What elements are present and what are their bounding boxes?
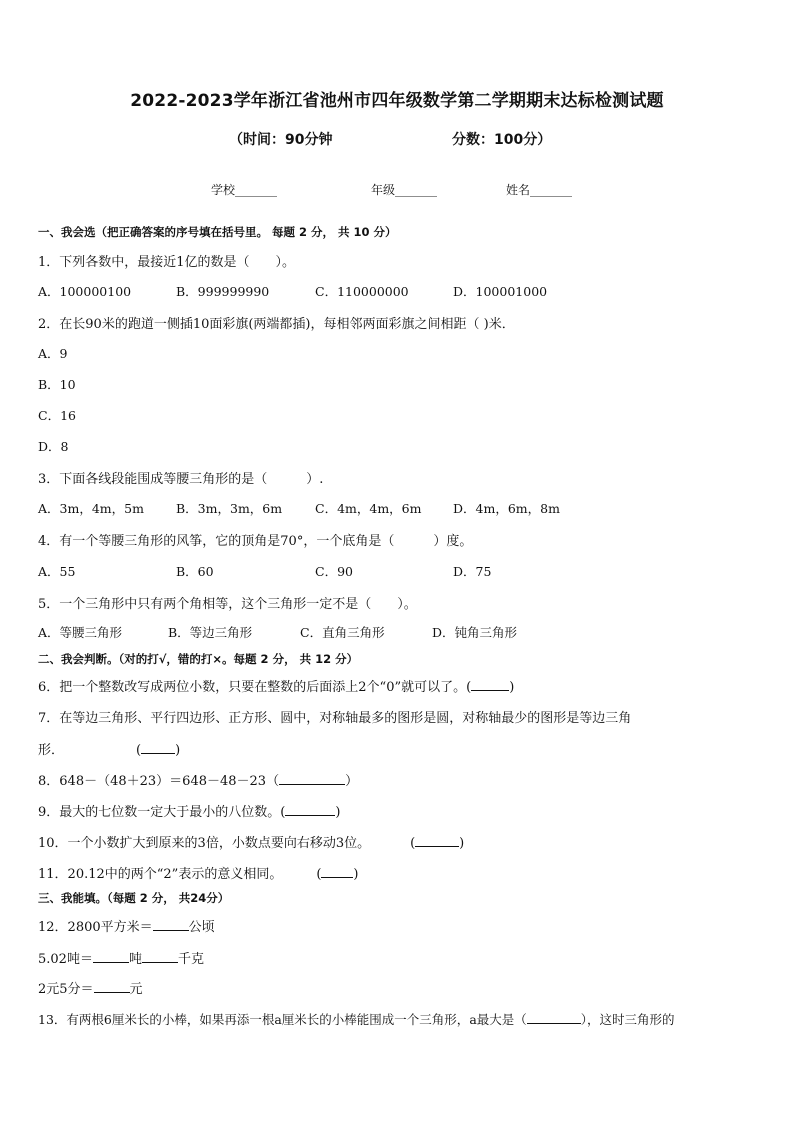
question-1: 1．下列各数中，最接近1亿的数是（ ）。 (38, 255, 296, 270)
question-2: 2．在长90米的跑道一侧插10面彩旗(两端都插)，每相邻两面彩旗之间相距（ )米． (38, 317, 515, 332)
q4-option-b: B．60 (176, 564, 214, 579)
question-9 (38, 801, 340, 820)
question-11 (38, 863, 358, 882)
q6-text: 6．把一个整数改写成两位小数，只要在整数的后面添上2个“0”就可以了。( (38, 680, 472, 695)
q12b-answer-blank-1[interactable] (93, 950, 129, 963)
q12c-unit: 元 (129, 982, 143, 997)
q7-cont-text: 形． (38, 743, 65, 758)
q10-answer-blank[interactable] (415, 834, 459, 847)
q12b-text: 5.02吨＝ (38, 952, 93, 967)
name-field[interactable]: 姓名_______ (506, 183, 573, 197)
question-3: 3．下面各线段能围成等腰三角形的是（ ）. (38, 472, 324, 487)
grade-field[interactable]: 年级_______ (371, 183, 438, 197)
q5-option-d: D．钝角三角形 (432, 625, 518, 640)
q1-option-b: B．999999990 (176, 284, 270, 299)
q10-open: ( (410, 836, 416, 851)
q12a-answer-blank[interactable] (153, 918, 189, 931)
q7-close: ) (175, 743, 181, 758)
q11-text: 11．20.12中的两个“2”表示的意义相同。 (38, 867, 283, 882)
page-title: 2022-2023学年浙江省池州市四年级数学第二学期期末达标检测试题 (130, 91, 664, 111)
q5-option-c: C．直角三角形 (300, 625, 385, 640)
q8-answer-blank[interactable] (279, 772, 345, 785)
q2-option-a: A．9 (38, 346, 68, 361)
question-13 (38, 1010, 675, 1028)
q10-close: ) (459, 836, 465, 851)
q1-option-a: A．100000100 (38, 284, 132, 299)
time-limit: （时间：90分钟 (229, 132, 333, 148)
q9-text: 9．最大的七位数一定大于最小的八位数。( (38, 805, 286, 820)
q12b-unit-1: 吨 (128, 952, 142, 967)
q13-text: 13．有两根6厘米长的小棒，如果再添一根a厘米长的小棒能围成一个三角形，a最大是（ (38, 1012, 527, 1027)
question-6 (38, 676, 514, 695)
question-4: 4．有一个等腰三角形的风筝，它的顶角是70°，一个底角是（ ）度。 (38, 534, 473, 549)
q2-option-c: C．16 (38, 408, 76, 423)
q2-option-b: B．10 (38, 377, 76, 392)
q7-answer-blank[interactable] (141, 741, 175, 754)
q7-open: ( (136, 743, 142, 758)
question-8 (38, 770, 358, 789)
q11-open: ( (316, 867, 322, 882)
q5-option-a: A．等腰三角形 (38, 625, 123, 640)
q8-close: ） (345, 774, 359, 789)
question-12b (38, 948, 204, 967)
question-10 (38, 832, 464, 851)
q10-text: 10．一个小数扩大到原来的3倍，小数点要向右移动3位。 (38, 836, 371, 851)
q3-option-c: C．4m，4m，6m (315, 501, 422, 516)
q3-option-b: B．3m，3m，6m (176, 501, 283, 516)
q12b-answer-blank-2[interactable] (142, 950, 178, 963)
q4-option-d: D．75 (453, 564, 492, 579)
q2-option-d: D．8 (38, 439, 69, 454)
q6-answer-blank[interactable] (471, 678, 509, 691)
question-12c (38, 978, 143, 997)
q13-text-end: ），这时三角形的 (580, 1012, 675, 1027)
question-7-cont (38, 739, 180, 758)
q3-option-d: D．4m，6m，8m (453, 501, 560, 516)
exam-meta (0, 129, 794, 151)
q12a-unit: 公顷 (188, 920, 215, 935)
question-12a (38, 916, 215, 935)
section-heading-judge: 二、我会判断。（对的打√，错的打×。每题 2 分， 共 12 分） (38, 652, 359, 666)
question-7: 7．在等边三角形、平行四边形、正方形、圆中，对称轴最多的图形是圆，对称轴最少的图形是等边三角 (38, 711, 632, 726)
q4-option-c: C．90 (315, 564, 353, 579)
section-heading-fill: 三、我能填。（每题 2 分， 共24分） (38, 891, 230, 905)
q5-option-b: B．等边三角形 (168, 625, 253, 640)
q1-option-c: C．110000000 (315, 284, 409, 299)
q11-answer-blank[interactable] (321, 865, 353, 878)
q8-text: 8．648－（48＋23）＝648－48－23（ (38, 774, 280, 789)
q11-close: ) (353, 867, 359, 882)
q9-close: ) (335, 805, 341, 820)
question-5: 5．一个三角形中只有两个角相等，这个三角形一定不是（ ）。 (38, 597, 417, 612)
q13-answer-blank[interactable] (527, 1011, 581, 1024)
q12a-text: 12．2800平方米＝ (38, 920, 153, 935)
q1-option-d: D．100001000 (453, 284, 548, 299)
section-heading-choice: 一、我会选（把正确答案的序号填在括号里。 每题 2 分， 共 10 分） (38, 225, 397, 239)
q12c-answer-blank[interactable] (94, 980, 130, 993)
school-field[interactable]: 学校_______ (211, 183, 278, 197)
q12c-text: 2元5分＝ (38, 982, 94, 997)
q3-option-a: A．3m，4m，5m (38, 501, 144, 516)
total-score: 分数：100分） (452, 132, 552, 148)
q12b-unit-2: 千克 (177, 952, 204, 967)
q9-answer-blank[interactable] (285, 803, 335, 816)
q6-close: ) (509, 680, 515, 695)
q4-option-a: A．55 (38, 564, 76, 579)
